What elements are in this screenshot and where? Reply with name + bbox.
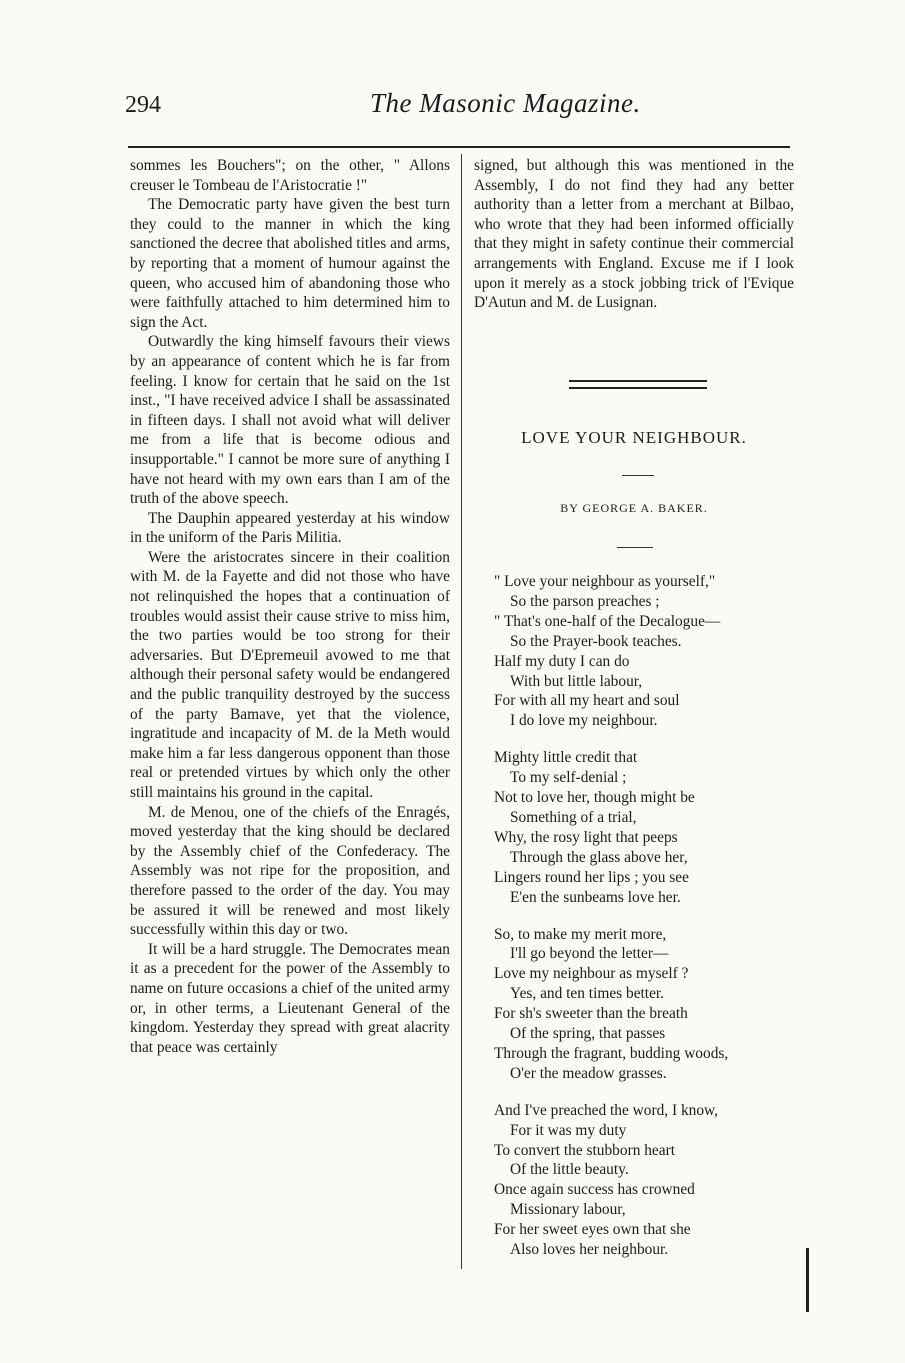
- poem-line: E'en the sunbeams love her.: [510, 888, 681, 906]
- section-double-rule: [569, 380, 707, 389]
- paragraph: It will be a hard struggle. The Democrates mean it as a precedent for the power of the Assembly to name on future occasions a chief of the united army or, in other terms, a Lieutenant General of the kingdom. Yesterday they spread with great alacrity that peace was certainly: [130, 940, 450, 1056]
- header-rule: [128, 146, 790, 148]
- poem-line: So, to make my merit more,: [494, 925, 667, 943]
- poem-line: Yes, and ten times better.: [510, 985, 665, 1003]
- paragraph: The Democratic party have given the best turn they could to the manner in which the king sanctioned the decree that abolished titles and arms, by reporting that a moment of humour against the queen, who accused him of abandoning those who were faithfully attached to him determined him to sign the Act.: [130, 196, 450, 331]
- running-title: The Masonic Magazine.: [370, 88, 641, 118]
- poem-line: So the Prayer-book teaches.: [510, 632, 682, 650]
- poem-line: Lingers round her lips ; you see: [494, 868, 689, 886]
- poem-line: To convert the stubborn heart: [494, 1141, 675, 1159]
- poem-line: To my self-denial ;: [510, 769, 627, 787]
- byline-short-rule: [617, 547, 653, 548]
- poem-line: And I've preached the word, I know,: [494, 1101, 719, 1119]
- poem-line: Once again success has crowned: [494, 1181, 695, 1199]
- paragraph: signed, but although this was mentioned in the Assembly, I do not find they had any better authority than a letter from a merchant at Bilbao, who wrote that they had been informed officially that they might in safety continue their commercial arrangements with England. Excuse me if I look upon it merely as a stock jobbing trick of l'Evique D'Autun and M. de Lusignan.: [474, 157, 794, 312]
- stanza: [494, 925, 794, 1084]
- margin-mark: [806, 1248, 809, 1312]
- poem-line: Mighty little credit that: [494, 749, 638, 767]
- title-short-rule: [622, 475, 654, 476]
- poem-title: LOVE YOUR NEIGHBOUR.: [521, 428, 747, 447]
- poem-byline: BY GEORGE A. BAKER.: [560, 501, 708, 515]
- poem-line: Missionary labour,: [510, 1201, 626, 1219]
- paragraph: Outwardly the king himself favours their views by an appearance of content which he is far from feeling. I know for certain that he said on the 1st inst., "I have received advice I shall be assassinated in fifteen days. I shall not avoid what will deliver me from a life that is become odious and insupportable." I cannot be more sure of anything I have not heard with my own ears than I am of the truth of the above speech.: [130, 333, 450, 508]
- stanza: [494, 572, 794, 731]
- right-column: [474, 156, 794, 313]
- poem-line: " That's one-half of the Decalogue—: [494, 612, 721, 630]
- poem-line: With but little labour,: [510, 672, 643, 690]
- poem-line: Something of a trial,: [510, 808, 637, 826]
- poem-line: Through the fragrant, budding woods,: [494, 1044, 729, 1062]
- poem-line: Of the spring, that passes: [510, 1025, 666, 1043]
- poem-line: For with all my heart and soul: [494, 692, 680, 710]
- poem-line: So the parson preaches ;: [510, 592, 660, 610]
- page-number: 294: [125, 92, 161, 118]
- column-rule: [461, 154, 462, 1269]
- poem-line: Through the glass above her,: [510, 848, 688, 866]
- paragraph: Were the aristocrates sincere in their coalition with M. de la Fayette and did not those who have not relinquished the hopes that a continuation of troubles would assist their cause strive to miss him, the two parties would be too strong for their adversaries. But D'Epremeuil avowed to me that although their personal safety would be endangered and the public tranquility destroyed by the success of the party Bamave, yet that the violence, ingratitude and incapacity of M. de la Meth would make him a far less dangerous opponent than those real or pretended virtues by which only the other still maintains his ground in the capital.: [130, 548, 450, 801]
- stanza: [494, 748, 794, 907]
- poem-line: " Love your neighbour as yourself,": [494, 573, 716, 590]
- paragraph: The Dauphin appeared yesterday at his window in the uniform of the Paris Militia.: [130, 509, 450, 547]
- poem-line: Half my duty I can do: [494, 652, 630, 670]
- paragraph: sommes les Bouchers"; on the other, " Allons creuser le Tombeau de l'Aristocratie !": [130, 157, 450, 194]
- poem-line: For sh's sweeter than the breath: [494, 1005, 688, 1023]
- poem-line: I'll go beyond the letter—: [510, 945, 669, 963]
- poem-line: Why, the rosy light that peeps: [494, 828, 678, 846]
- stanza: [494, 1101, 794, 1260]
- poem-line: Of the little beauty.: [510, 1161, 629, 1179]
- poem-line: Not to love her, though might be: [494, 789, 695, 807]
- poem-line: For it was my duty: [510, 1121, 627, 1139]
- poem-line: For her sweet eyes own that she: [494, 1221, 691, 1239]
- poem-line: O'er the meadow grasses.: [510, 1064, 667, 1082]
- left-column: [130, 156, 450, 1057]
- poem-line: Also loves her neighbour.: [510, 1241, 669, 1259]
- paragraph: M. de Menou, one of the chiefs of the Enragés, moved yesterday that the king should be declared by the Assembly chief of the Confederacy. The Assembly was not ripe for the proposition, and therefore passed to the order of the day. You may be assured it will be renewed and most likely successfully within this day or two.: [130, 803, 450, 939]
- poem: [494, 572, 794, 1277]
- poem-line: I do love my neighbour.: [510, 712, 658, 730]
- poem-line: Love my neighbour as myself ?: [494, 965, 689, 983]
